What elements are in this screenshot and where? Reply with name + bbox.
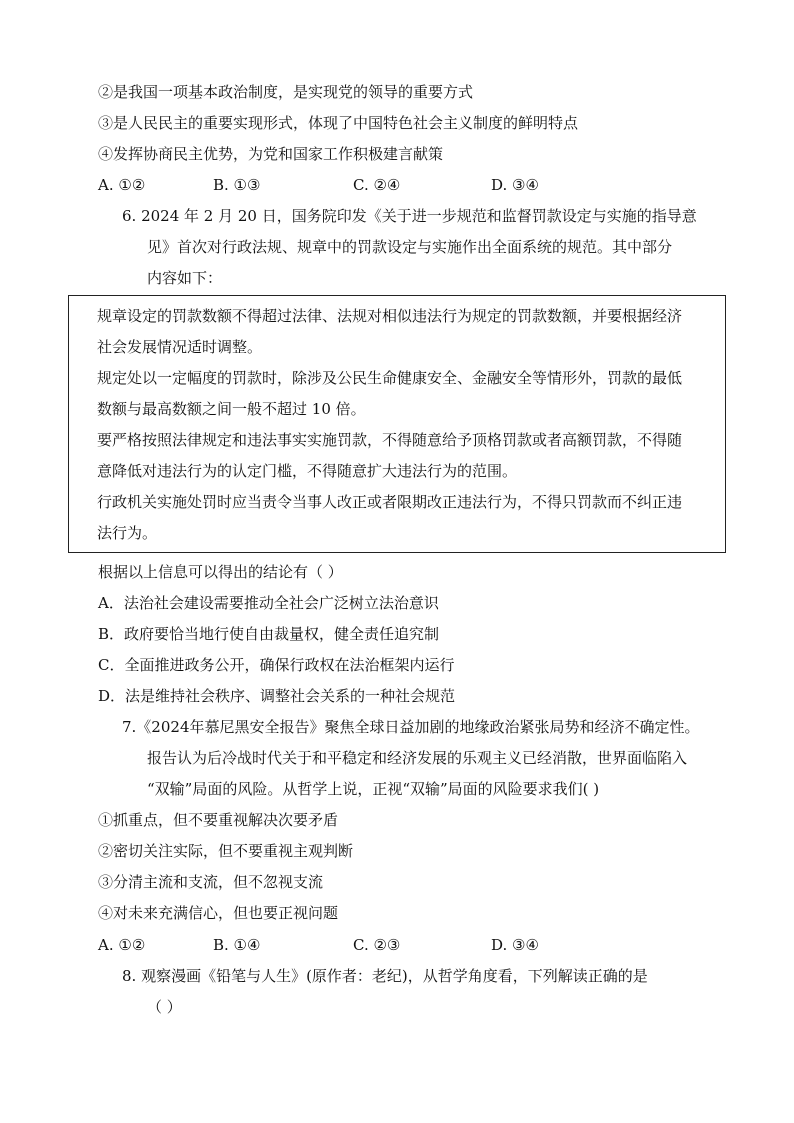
q5-option-c[interactable]: C. ②④ <box>353 176 401 194</box>
q6-stem-line-2: 见》首次对行政法规、规章中的罚款设定与实施作出全面系统的规范。其中部分 <box>147 238 673 256</box>
q5-statement-2: ②是我国一项基本政治制度，是实现党的领导的重要方式 <box>98 83 474 101</box>
q6-option-c[interactable]: C．全面推进政务公开，确保行政权在法治框架内运行 <box>98 656 455 674</box>
q7-stem-line-3: “双输”局面的风险。从哲学上说，正视“双输”局面的风险要求我们( ) <box>147 780 600 798</box>
q7-statement-1: ①抓重点，但不要重视解决次要矛盾 <box>98 811 339 829</box>
q6-stem-line-1: 6. 2024 年 2 月 20 日，国务院印发《关于进一步规范和监督罚款设定与实施的指导意 <box>122 207 697 225</box>
q7-stem-line-1: 7.《2024年慕尼黑安全报告》聚焦全球日益加剧的地缘政治紧张局势和经济不确定性。 <box>122 718 700 736</box>
q6-box-line-8: 法行为。 <box>97 524 158 542</box>
q7-option-c[interactable]: C. ②③ <box>353 936 401 954</box>
q7-option-d[interactable]: D. ③④ <box>491 936 539 954</box>
q6-option-d[interactable]: D．法是维持社会秩序、调整社会关系的一种社会规范 <box>98 687 456 705</box>
q5-option-a[interactable]: A. ①② <box>98 176 146 194</box>
q7-statement-3: ③分清主流和支流，但不忽视支流 <box>98 873 324 891</box>
q6-material-box <box>68 295 726 553</box>
q7-option-b[interactable]: B. ①④ <box>213 936 261 954</box>
q6-box-line-7: 行政机关实施处罚时应当责令当事人改正或者限期改正违法行为，不得只罚款而不纠正违 <box>97 493 683 511</box>
q7-option-a[interactable]: A. ①② <box>98 936 146 954</box>
q6-box-line-3: 规定处以一定幅度的罚款时，除涉及公民生命健康安全、金融安全等情形外，罚款的最低 <box>97 369 683 387</box>
q7-stem-line-2: 报告认为后冷战时代关于和平稳定和经济发展的乐观主义已经消散，世界面临陷入 <box>147 749 688 767</box>
q6-box-line-5: 要严格按照法律规定和违法事实实施罚款，不得随意给予顶格罚款或者高额罚款，不得随 <box>97 431 683 449</box>
q6-question: 根据以上信息可以得出的结论有（ ） <box>98 563 343 581</box>
q5-option-d[interactable]: D. ③④ <box>491 176 539 194</box>
q6-box-line-1: 规章设定的罚款数额不得超过法律、法规对相似违法行为规定的罚款数额，并要根据经济 <box>97 307 683 325</box>
q6-box-line-4: 数额与最高数额之间一般不超过 10 倍。 <box>97 400 366 418</box>
q6-option-a[interactable]: A．法治社会建设需要推动全社会广泛树立法治意识 <box>98 594 439 612</box>
q5-statement-4: ④发挥协商民主优势，为党和国家工作积极建言献策 <box>98 145 444 163</box>
q8-stem-line-1: 8. 观察漫画《铅笔与人生》(原作者：老纪)，从哲学角度看，下列解读正确的是 <box>122 967 648 985</box>
q8-stem-line-2: （ ） <box>147 998 182 1016</box>
q5-option-b[interactable]: B. ①③ <box>213 176 261 194</box>
q5-statement-3: ③是人民民主的重要实现形式，体现了中国特色社会主义制度的鲜明特点 <box>98 114 579 132</box>
q7-statement-2: ②密切关注实际，但不要重视主观判断 <box>98 842 354 860</box>
q6-option-b[interactable]: B．政府要恰当地行使自由裁量权，健全责任追究制 <box>98 625 440 643</box>
q6-stem-line-3: 内容如下： <box>147 269 223 287</box>
q7-statement-4: ④对未来充满信心，但也要正视问题 <box>98 904 339 922</box>
q6-box-line-6: 意降低对违法行为的认定门槛，不得随意扩大违法行为的范围。 <box>97 462 518 480</box>
q6-box-line-2: 社会发展情况适时调整。 <box>97 338 263 356</box>
